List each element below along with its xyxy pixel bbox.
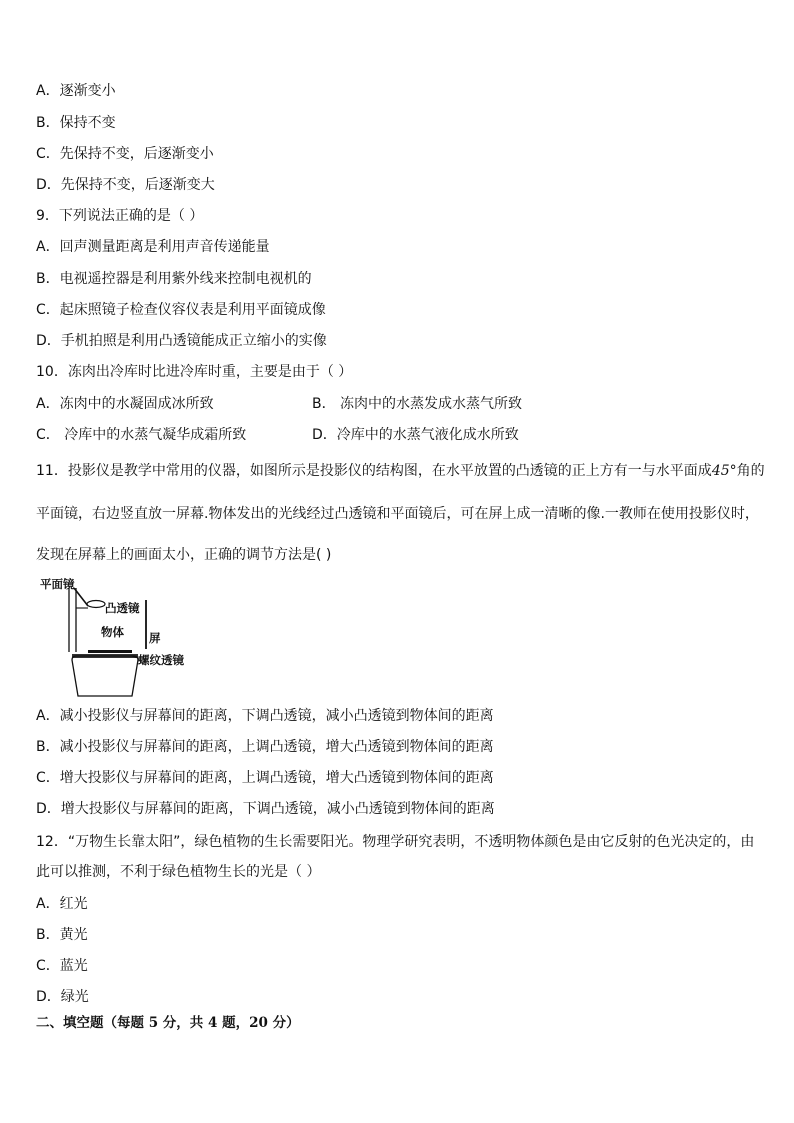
q10-option-a: A．冻肉中的水凝固成冰所致 bbox=[36, 396, 214, 412]
label-object: 物体 bbox=[101, 625, 124, 639]
q8-option-d: D．先保持不变，后逐渐变大 bbox=[36, 177, 215, 193]
q9-option-d: D．手机拍照是利用凸透镜能成正立缩小的实像 bbox=[36, 333, 327, 349]
q10-stem: 10．冻肉出冷库时比进冷库时重，主要是由于（ ） bbox=[36, 364, 353, 380]
label-screen: 屏 bbox=[149, 631, 161, 645]
q8-option-c: C．先保持不变，后逐渐变小 bbox=[36, 146, 214, 162]
q11-option-d: D．增大投影仪与屏幕间的距离，下调凸透镜，减小凸透镜到物体间的距离 bbox=[36, 801, 495, 817]
q12-option-a: A．红光 bbox=[36, 896, 88, 912]
q11-stem-text-a: 11．投影仪是教学中常用的仪器，如图所示是投影仪的结构图，在水平放置的凸透镜的正上方有一与水平面成 bbox=[36, 463, 712, 479]
q10-option-c: C． 冷库中的水蒸气凝华成霜所致 bbox=[36, 427, 247, 443]
q12-option-c: C．蓝光 bbox=[36, 958, 88, 974]
q9-stem: 9．下列说法正确的是（ ） bbox=[36, 208, 204, 224]
label-convex-lens: 凸透镜 bbox=[105, 601, 140, 615]
projector-body bbox=[72, 656, 138, 696]
q12-option-b: B．黄光 bbox=[36, 927, 88, 943]
section-heading-fill-in: 二、填空题（每题 5 分，共 4 题，20 分） bbox=[36, 1015, 300, 1031]
q11-stem-text-b: 角的 bbox=[736, 463, 765, 479]
q9-option-c: C．起床照镜子检查仪容仪表是利用平面镜成像 bbox=[36, 302, 326, 318]
label-plane-mirror: 平面镜 bbox=[40, 577, 75, 591]
q8-option-b: B．保持不变 bbox=[36, 115, 116, 131]
q12-option-d: D．绿光 bbox=[36, 989, 89, 1005]
q11-option-b: B．减小投影仪与屏幕间的距离，上调凸透镜，增大凸透镜到物体间的距离 bbox=[36, 739, 494, 755]
q8-option-a: A．逐渐变小 bbox=[36, 83, 116, 99]
q12-stem-line2: 此可以推测，不利于绿色植物生长的光是（ ） bbox=[36, 864, 321, 880]
q12-stem-line1: 12．“万物生长靠太阳”，绿色植物的生长需要阳光。物理学研究表明，不透明物体颜色是由它反射的色光决定的，由 bbox=[36, 834, 755, 850]
q9-option-a: A．回声测量距离是利用声音传递能量 bbox=[36, 239, 270, 255]
q10-option-d: D．冷库中的水蒸气液化成水所致 bbox=[312, 427, 519, 443]
q9-option-b: B．电视遥控器是利用紫外线来控制电视机的 bbox=[36, 271, 312, 287]
projector-diagram bbox=[36, 574, 196, 702]
q11-stem-line1 bbox=[36, 462, 765, 480]
q10-option-b: B． 冻肉中的水蒸发成水蒸气所致 bbox=[312, 396, 523, 412]
q11-stem-line2: 平面镜，右边竖直放一屏幕.物体发出的光线经过凸透镜和平面镜后，可在屏上成一清晰的像.一教师在使用投影仪时， bbox=[36, 506, 759, 522]
q11-stem-line3: 发现在屏幕上的画面太小，正确的调节方法是( ) bbox=[36, 547, 332, 563]
q11-option-c: C．增大投影仪与屏幕间的距离，上调凸透镜，增大凸透镜到物体间的距离 bbox=[36, 770, 494, 786]
q11-angle: 45° bbox=[711, 463, 737, 479]
q11-option-a: A．减小投影仪与屏幕间的距离，下调凸透镜，减小凸透镜到物体间的距离 bbox=[36, 708, 494, 724]
convex-lens bbox=[87, 601, 105, 608]
label-fresnel-lens: 螺纹透镜 bbox=[138, 653, 184, 667]
object bbox=[88, 650, 132, 653]
